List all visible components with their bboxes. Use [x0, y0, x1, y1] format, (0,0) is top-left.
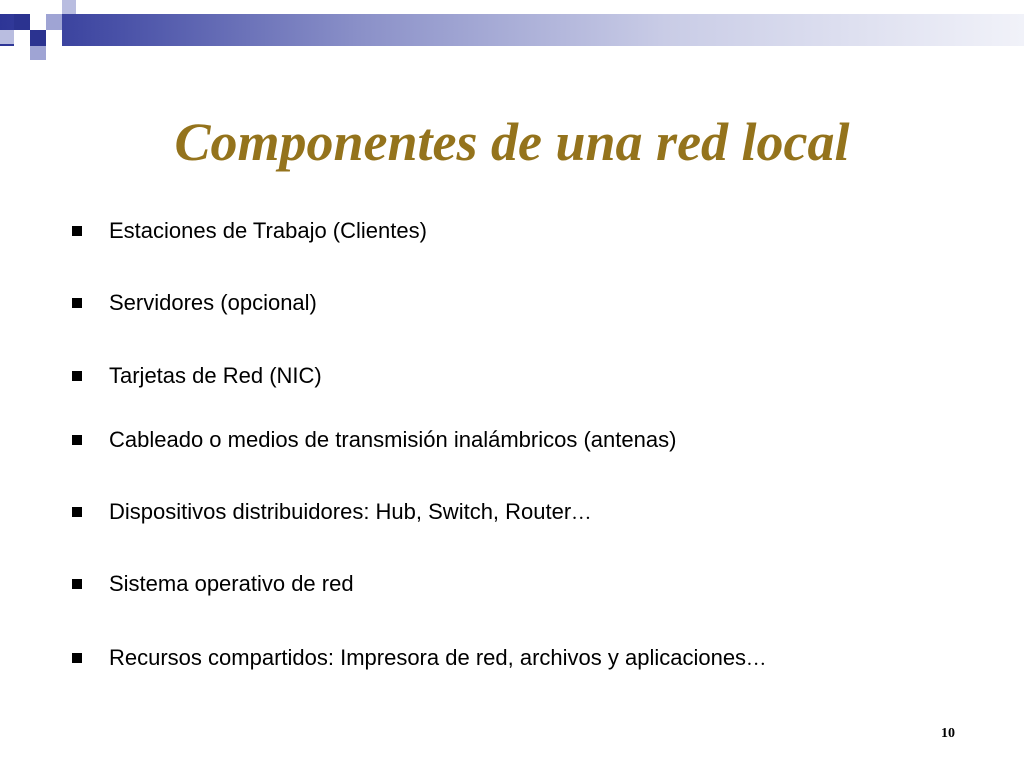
bullet-item — [72, 425, 676, 455]
square-bullet-icon — [72, 579, 82, 589]
bullet-item — [72, 288, 317, 318]
bullet-main-text: Dispositivos distribuidores: Hub, Switch, Router — [109, 499, 572, 524]
bullet-text: Tarjetas de Red (NIC) — [109, 363, 322, 388]
bullet-text — [109, 645, 766, 671]
bullet-item — [72, 497, 591, 527]
square-bullet-icon — [72, 435, 82, 445]
square-bullet-icon — [72, 371, 82, 381]
square-bullet-icon — [72, 226, 82, 236]
bullet-text: Cableado o medios de transmisión inalámbricos (antenas) — [109, 427, 677, 452]
page-number: 10 — [941, 726, 955, 741]
bullet-text: Servidores (opcional) — [109, 290, 317, 315]
bullet-item — [72, 569, 354, 599]
bullet-main-text: Recursos compartidos: Impresora de red, archivos y aplicaciones — [109, 645, 747, 670]
bullet-ellipsis: … — [746, 648, 767, 670]
bullet-text: Estaciones de Trabajo (Clientes) — [109, 218, 427, 243]
bullet-ellipsis: … — [571, 502, 592, 524]
bullet-text: Sistema operativo de red — [109, 571, 354, 596]
slide-title: Componentes de una red local — [174, 112, 850, 172]
square-bullet-icon — [72, 298, 82, 308]
bullet-item — [72, 216, 427, 246]
square-bullet-icon — [72, 653, 82, 663]
bullet-text — [109, 499, 591, 525]
bullet-item — [72, 643, 766, 673]
bullet-item — [72, 361, 322, 391]
square-bullet-icon — [72, 507, 82, 517]
